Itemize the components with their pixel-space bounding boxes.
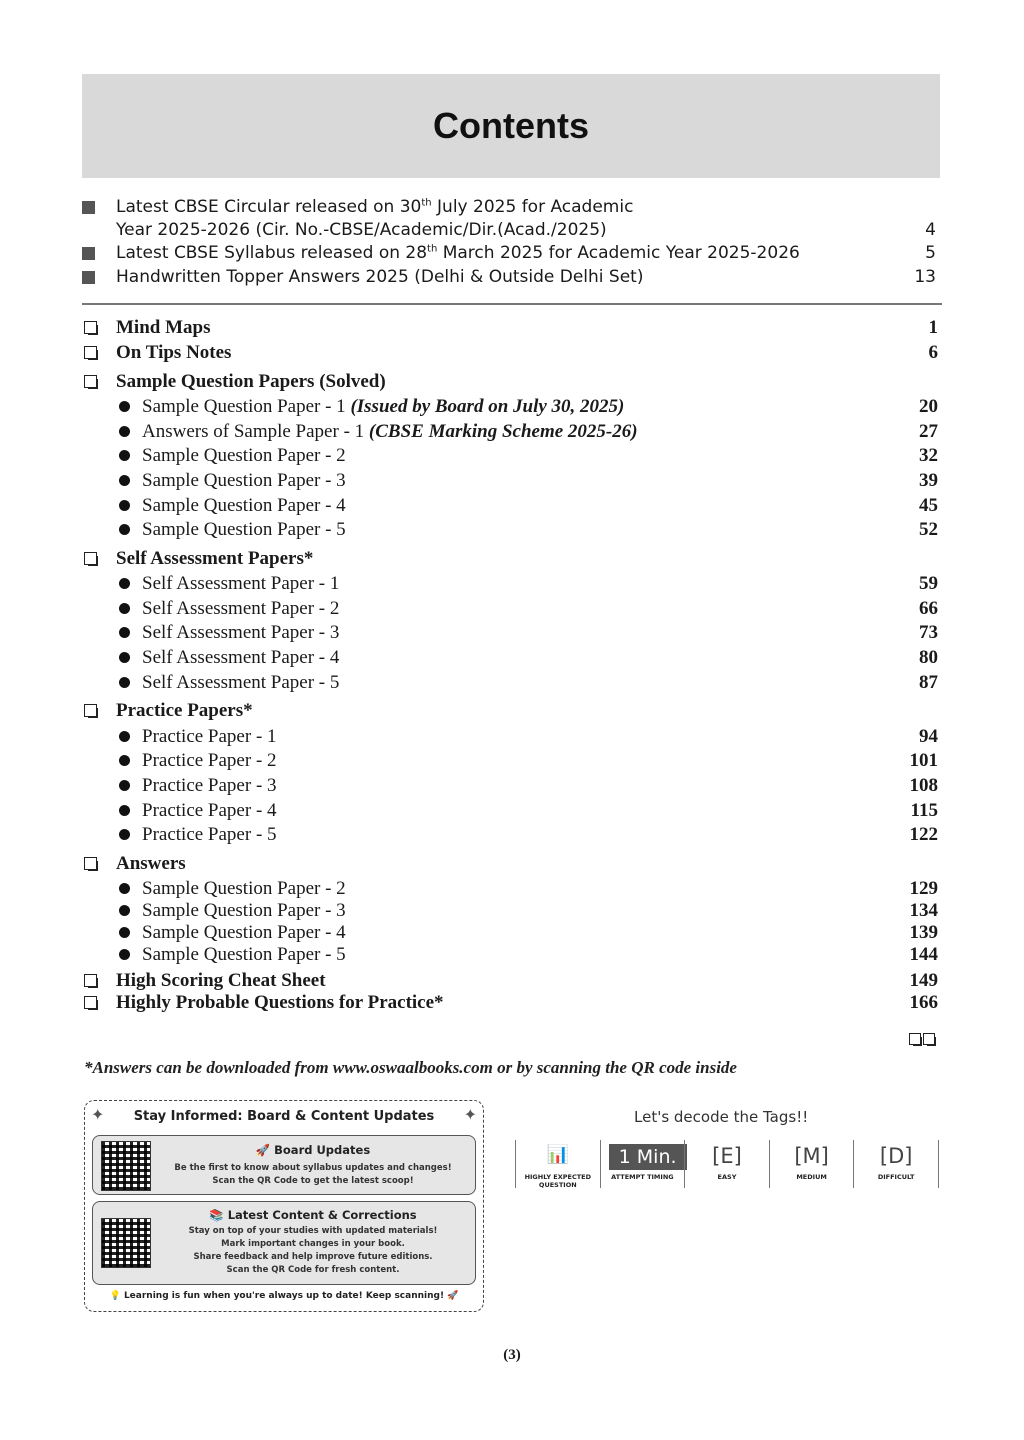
bullet-icon — [119, 780, 130, 791]
toc-entry-pp-2[interactable]: Practice Paper - 2 101 — [84, 749, 938, 773]
item-text: Latest CBSE Syllabus released on 28 — [116, 243, 428, 263]
page-number: 39 — [919, 470, 938, 491]
toc-entry-sqp-5[interactable]: Sample Question Paper - 5 52 — [84, 518, 938, 542]
asterisk: * — [303, 548, 314, 569]
item-text: July 2025 for Academic — [431, 197, 634, 217]
bullet-icon — [119, 755, 130, 766]
page-number: 27 — [919, 421, 938, 442]
rocket-icon: 🚀 — [444, 1291, 459, 1301]
checkbox-icon — [84, 974, 97, 987]
page-number: 144 — [909, 944, 938, 965]
page-number: 32 — [919, 445, 938, 466]
checkbox-icon — [84, 346, 97, 359]
checkbox-icon — [84, 375, 97, 388]
toc-entry-mind-maps[interactable]: Mind Maps 1 — [84, 316, 938, 340]
bullet-icon — [119, 927, 130, 938]
bullet-icon — [119, 603, 130, 614]
page-number: 45 — [919, 495, 938, 516]
latest-content-card[interactable]: 📚 Latest Content & Corrections Stay on top of your studies with updated materials! Mark important changes in your book. Share feedback and help improve future editions. Scan the QR Code for fresh content. — [92, 1201, 476, 1285]
page-number: 1 — [928, 317, 938, 338]
toc-item-cbse-circular[interactable] — [82, 196, 938, 242]
toc-item-topper-answers[interactable] — [82, 266, 938, 289]
contents-header — [82, 74, 940, 178]
toc-entry-cheat-sheet[interactable]: High Scoring Cheat Sheet 149 — [84, 969, 938, 993]
lightbulb-icon: 💡 — [109, 1291, 124, 1301]
square-bullet-icon — [82, 271, 95, 284]
page-number: 129 — [909, 878, 938, 899]
toc-entry-sqp-1[interactable]: Sample Question Paper - 1 (Issued by Board on July 30, 2025) 20 — [84, 395, 938, 419]
toc-entry-pp-5[interactable]: Practice Paper - 5 122 — [84, 823, 938, 847]
card-heading: Board Updates — [274, 1143, 371, 1157]
entry-note: (CBSE Marking Scheme 2025-26) — [368, 421, 638, 442]
bullet-icon — [119, 500, 130, 511]
item-text: March 2025 for Academic Year 2025-2026 — [437, 243, 800, 263]
party-popper-icon: ✦ — [91, 1105, 105, 1124]
bullet-icon — [119, 652, 130, 663]
updates-box-footer: Learning is fun when you're always up to date! Keep scanning! — [123, 1291, 445, 1301]
toc-entry-answers-sqp-2[interactable]: Sample Question Paper - 2 129 — [84, 877, 938, 901]
bullet-icon — [119, 450, 130, 461]
page-number: 20 — [919, 396, 938, 417]
toc-entry-sqp-3[interactable]: Sample Question Paper - 3 39 — [84, 469, 938, 493]
bullet-icon — [119, 829, 130, 840]
bullet-icon — [119, 905, 130, 916]
bullet-icon — [119, 677, 130, 688]
toc-entry-pp-3[interactable]: Practice Paper - 3 108 — [84, 774, 938, 798]
toc-entry-sap-2[interactable]: Self Assessment Paper - 2 66 — [84, 597, 938, 621]
page-number-footer: (3) — [503, 1347, 521, 1363]
bullet-icon — [119, 949, 130, 960]
tag-highly-expected: 📊 HIGHLY EXPECTED QUESTION — [515, 1140, 600, 1188]
square-bullet-icon — [82, 201, 95, 214]
divider — [82, 303, 942, 305]
toc-entry-pp-4[interactable]: Practice Paper - 4 115 — [84, 799, 938, 823]
bullet-icon — [119, 805, 130, 816]
chart-icon: 📊 — [546, 1144, 569, 1165]
page-number: 4 — [925, 220, 936, 240]
bullet-icon — [119, 475, 130, 486]
page-number: 73 — [919, 622, 938, 643]
toc-entry-sqp-4[interactable]: Sample Question Paper - 4 45 — [84, 494, 938, 518]
tag-medium: [M] MEDIUM — [769, 1140, 854, 1188]
square-bullet-icon — [82, 247, 95, 260]
toc-section-practice-papers: Practice Papers* — [84, 699, 938, 723]
page-number: 122 — [909, 824, 938, 845]
toc-entry-sqp-2[interactable]: Sample Question Paper - 2 32 — [84, 444, 938, 468]
end-mark-icon — [909, 1032, 937, 1050]
bullet-icon — [119, 731, 130, 742]
footnote: *Answers can be downloaded from www.oswaalbooks.com or by scanning the QR code inside — [84, 1058, 737, 1077]
qr-code[interactable] — [101, 1141, 151, 1191]
asterisk: * — [434, 992, 444, 1013]
page-number: 108 — [909, 775, 938, 796]
item-text: Handwritten Topper Answers 2025 (Delhi & Outside Delhi Set) — [116, 267, 644, 287]
toc-entry-pp-1[interactable]: Practice Paper - 1 94 — [84, 725, 938, 749]
bullet-icon — [119, 578, 130, 589]
page-number: 115 — [910, 800, 938, 821]
toc-entry-probable-questions[interactable]: Highly Probable Questions for Practice* 166 — [84, 991, 938, 1015]
page-number: 166 — [909, 992, 938, 1013]
bullet-icon — [119, 401, 130, 412]
tags-title: Let's decode the Tags!! — [634, 1108, 809, 1126]
bullet-icon — [119, 883, 130, 894]
page-number: 149 — [909, 970, 938, 991]
bullet-icon — [119, 426, 130, 437]
updates-box-title: Stay Informed: Board & Content Updates — [133, 1109, 435, 1124]
item-text-line2: Year 2025-2026 (Cir. No.-CBSE/Academic/Dir.(Acad./2025) — [116, 220, 607, 240]
page-title: Contents — [433, 105, 589, 146]
entry-note: (Issued by Board on July 30, 2025) — [350, 396, 625, 417]
toc-section-self-assessment: Self Assessment Papers* — [84, 547, 938, 571]
toc-section-answers: Answers — [84, 852, 938, 876]
page-number: 139 — [909, 922, 938, 943]
asterisk: * — [243, 700, 253, 721]
page-number: 87 — [919, 672, 938, 693]
tag-easy: [E] EASY — [684, 1140, 769, 1188]
page-number: 59 — [919, 573, 938, 594]
page-number: 6 — [928, 342, 938, 363]
item-text: Latest CBSE Circular released on 30 — [116, 197, 422, 217]
toc-entry-answers-sqp-3[interactable]: Sample Question Paper - 3 134 — [84, 899, 938, 923]
toc-entry-answers-sqp-1[interactable]: Answers of Sample Paper - 1 (CBSE Marking Scheme 2025-26) 27 — [84, 420, 938, 444]
books-icon: 📚 — [209, 1208, 228, 1222]
board-updates-card[interactable]: 🚀 Board Updates Be the first to know about syllabus updates and changes! Scan the QR Code to get the latest scoop! — [92, 1135, 476, 1195]
item-sup: th — [421, 197, 432, 209]
tags-legend — [515, 1140, 939, 1188]
checkbox-icon — [84, 321, 97, 334]
checkbox-icon — [84, 996, 97, 1009]
rocket-icon: 🚀 — [255, 1143, 275, 1157]
qr-code[interactable] — [101, 1218, 151, 1268]
toc-entry-answers-sqp-5[interactable]: Sample Question Paper - 5 144 — [84, 943, 938, 967]
bullet-icon — [119, 524, 130, 535]
toc-entry-sap-4[interactable]: Self Assessment Paper - 4 80 — [84, 646, 938, 670]
item-sup: th — [427, 243, 438, 255]
page-number: 94 — [919, 726, 938, 747]
toc-item-cbse-syllabus[interactable] — [82, 242, 938, 265]
card-heading: Latest Content & Corrections — [227, 1208, 417, 1222]
page-number: 66 — [919, 598, 938, 619]
toc-entry-sap-5[interactable]: Self Assessment Paper - 5 87 — [84, 671, 938, 695]
toc-section-sample-papers: Sample Question Papers (Solved) — [84, 370, 938, 394]
tag-attempt-timing: 1 Min. ATTEMPT TIMING — [600, 1140, 685, 1188]
updates-box — [84, 1100, 484, 1312]
checkbox-icon — [84, 704, 97, 717]
toc-entry-on-tips-notes[interactable]: On Tips Notes 6 — [84, 341, 938, 365]
page-number: 134 — [909, 900, 938, 921]
toc-entry-sap-1[interactable]: Self Assessment Paper - 1 59 — [84, 572, 938, 596]
page-number: 52 — [919, 519, 938, 540]
tag-difficult: [D] DIFFICULT — [853, 1140, 939, 1188]
page-number: 5 — [925, 243, 936, 263]
toc-entry-sap-3[interactable]: Self Assessment Paper - 3 73 — [84, 621, 938, 645]
checkbox-icon — [84, 857, 97, 870]
page-number: 101 — [909, 750, 938, 771]
party-popper-icon: ✦ — [463, 1105, 477, 1124]
toc-entry-answers-sqp-4[interactable]: Sample Question Paper - 4 139 — [84, 921, 938, 945]
checkbox-icon — [84, 552, 97, 565]
bullet-icon — [119, 627, 130, 638]
page-number: 13 — [914, 267, 936, 287]
page-number: 80 — [919, 647, 938, 668]
